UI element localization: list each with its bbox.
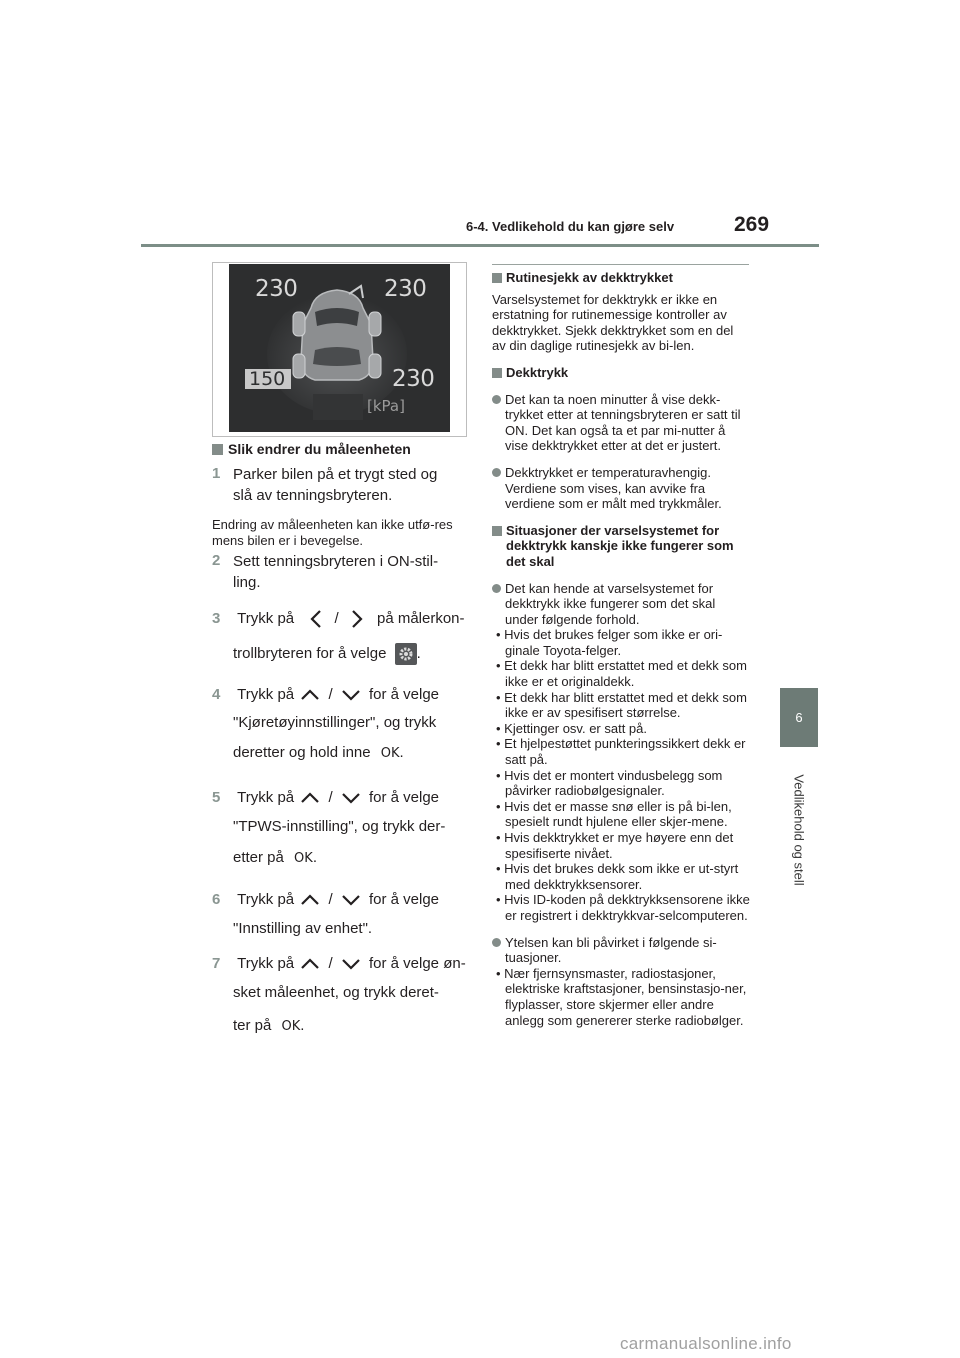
step-2-text: Sett tenningsbryteren i ON-stil-ling. xyxy=(233,553,439,591)
step-4 xyxy=(212,685,439,705)
step-4-line-3 xyxy=(233,743,404,763)
tire-pressure-display xyxy=(229,264,450,432)
list-item-text: Et dekk har blitt erstattet med et dekk som ikke er et originaldekk. xyxy=(504,658,747,690)
list-item xyxy=(492,799,750,830)
step-7-line-3 xyxy=(233,1016,304,1036)
step-3 xyxy=(212,609,465,629)
bullet-1-text: Det kan ta noen minutter å vise dekk-trykket etter at tenningsbryteren er satt til ON. Det kan også ta et par mi-nutter å vise dekktrykket etter at det er justert. xyxy=(505,391,741,454)
chapter-tab: 6 xyxy=(780,688,818,747)
step-7-end: . xyxy=(300,1017,305,1034)
list-item-text: Hvis dekktrykket er mye høyere enn det spesifiserte nivået. xyxy=(504,830,734,861)
list-item-text: Kjettinger osv. er satt på. xyxy=(504,720,648,736)
front-right-pressure: 230 xyxy=(384,276,427,302)
step-5 xyxy=(212,788,439,808)
step-4-slash: / xyxy=(328,686,333,703)
step-6-slash: / xyxy=(328,891,333,908)
step-5-line-3 xyxy=(233,848,317,868)
bullet-dot-icon xyxy=(492,468,501,477)
step-7-text-d: ter på xyxy=(233,1017,272,1034)
chevron-up-icon xyxy=(300,957,320,971)
step-7-slash: / xyxy=(328,955,333,972)
left-heading xyxy=(212,441,411,457)
list-bullet-icon: • xyxy=(496,965,505,981)
list-bullet-icon: • xyxy=(496,798,505,814)
list-bullet-icon: • xyxy=(496,627,505,643)
chevron-down-icon xyxy=(341,957,361,971)
list-item-text: Hvis det er masse snø eller is på bi-len, spesielt rundt hjulene eller skjer-mene. xyxy=(504,798,732,830)
bullet-dot-icon xyxy=(492,938,501,947)
bullet-3-text: Det kan hende at varselsystemet for dekktrykk ikke fungerer som det skal under følgende forhold. xyxy=(505,580,716,627)
pressure-unit: [kPa] xyxy=(367,397,405,415)
step-7-line-2: sket måleenhet, og trykk deret- xyxy=(233,984,439,1001)
list-item xyxy=(492,658,750,689)
step-6-text-a: Trykk på xyxy=(237,891,295,908)
step-4-text-a: Trykk på xyxy=(237,686,295,703)
chevron-left-icon xyxy=(308,609,324,629)
step-3-end: . xyxy=(416,644,421,662)
chevron-up-icon xyxy=(300,791,320,805)
list-bullet-icon: • xyxy=(496,736,505,752)
step-1-text: Parker bilen på et trygt sted og slå av tenningsbryteren. xyxy=(233,466,438,504)
heading-marker-icon xyxy=(492,273,502,283)
list-item xyxy=(492,736,750,767)
list-item xyxy=(492,892,750,923)
step-4-end: . xyxy=(399,744,404,761)
list-item xyxy=(492,721,750,737)
step-7-number: 7 xyxy=(212,955,221,972)
list-item xyxy=(492,966,750,1028)
chevron-up-icon xyxy=(300,688,320,702)
right-heading-2 xyxy=(492,365,750,381)
step-4-text-d: deretter og hold inne xyxy=(233,744,371,761)
step-5-slash: / xyxy=(328,789,333,806)
rear-left-pressure: 150 xyxy=(249,368,286,390)
chevron-right-icon xyxy=(349,609,365,629)
situations-list xyxy=(492,966,750,1028)
right-heading-3 xyxy=(492,523,750,570)
list-bullet-icon: • xyxy=(496,689,505,705)
list-item xyxy=(492,627,750,658)
step-3-text-a: Trykk på xyxy=(237,610,295,627)
right-column xyxy=(492,270,750,1028)
step-7-text-a: Trykk på xyxy=(237,955,295,972)
step-4-line-2: "Kjøretøyinnstillinger", og trykk xyxy=(233,714,437,731)
ok-button-icon: OK xyxy=(294,851,313,866)
chapter-label-text: Vedlikehold og stell xyxy=(791,774,807,886)
list-bullet-icon: • xyxy=(496,892,505,908)
step-6 xyxy=(212,890,439,910)
step-3-number: 3 xyxy=(212,610,221,627)
ok-button-icon: OK xyxy=(281,1019,301,1034)
step-3-slash: / xyxy=(334,610,339,627)
bullet-2-text: Dekktrykket er temperaturavhengig. Verdiene som vises, kan avvike fra verdiene som er målt med trykkmåler. xyxy=(505,464,722,512)
step-7-text-b: for å velge øn- xyxy=(368,955,466,972)
step-7 xyxy=(212,954,466,974)
step-2-number: 2 xyxy=(212,552,221,569)
list-bullet-icon: • xyxy=(496,830,505,845)
step-5-text-d: etter på xyxy=(233,849,284,866)
step-1-note: Endring av måleenheten kan ikke utfø-res mens bilen er i bevegelse. xyxy=(212,517,453,548)
step-6-text-b: for å velge xyxy=(368,891,440,908)
list-item-text: Hvis det brukes felger som ikke er ori-ginale Toyota-felger. xyxy=(504,627,723,658)
heading-marker-icon xyxy=(492,368,502,378)
step-3-text-b: på målerkon- xyxy=(376,610,465,627)
ok-button-icon: OK xyxy=(380,746,400,761)
left-heading-text: Slik endrer du måleenheten xyxy=(228,441,411,457)
step-5-number: 5 xyxy=(212,789,221,806)
list-item xyxy=(492,830,750,861)
right-column-rule xyxy=(492,264,749,265)
step-5-text-b: for å velge xyxy=(368,789,440,806)
list-item xyxy=(492,768,750,799)
list-item-text: Hvis det brukes dekk som ikke er ut-styrt med dekktrykksensorer. xyxy=(504,861,739,892)
chapter-label xyxy=(786,760,812,900)
step-4-text-b: for å velge xyxy=(368,686,440,703)
step-5-end: . xyxy=(312,849,317,866)
bullet-3 xyxy=(492,581,750,628)
right-heading-1 xyxy=(492,270,750,286)
step-2 xyxy=(212,551,467,593)
watermark: carmanualsonline.info xyxy=(620,1334,792,1353)
list-item-text: Nær fjernsynsmaster, radiostasjoner, elektriske kraftstasjoner, bensinstasjo-ner, flyplasser, store skjermer eller andre anlegg som genererer sterke radiobølger. xyxy=(504,965,747,1028)
chevron-down-icon xyxy=(341,893,361,907)
heading-marker-icon xyxy=(212,444,223,455)
step-3-line-2 xyxy=(233,643,421,665)
list-item xyxy=(492,861,750,892)
list-item-text: Et hjelpestøttet punkteringssikkert dekk er satt på. xyxy=(504,736,746,768)
list-bullet-icon: • xyxy=(496,658,505,674)
list-item xyxy=(492,690,750,721)
bullet-2 xyxy=(492,465,750,512)
bullet-dot-icon xyxy=(492,395,501,404)
step-1-number: 1 xyxy=(212,465,221,482)
step-5-text-a: Trykk på xyxy=(237,789,295,806)
step-5-line-2: "TPWS-innstilling", og trykk der- xyxy=(233,818,446,835)
section-title: 6-4. Vedlikehold du kan gjøre selv xyxy=(466,219,675,234)
list-item-text: Hvis ID-koden på dekktrykksensorene ikke er registrert i dekktrykkvar-selcomputeren. xyxy=(504,892,750,923)
bullet-1 xyxy=(492,392,750,454)
chevron-down-icon xyxy=(341,688,361,702)
bullet-4-text: Ytelsen kan bli påvirket i følgende si-tuasjoner. xyxy=(505,934,717,966)
step-6-number: 6 xyxy=(212,891,221,908)
list-bullet-icon: • xyxy=(496,767,505,783)
list-item-text: Et dekk har blitt erstattet med et dekk som ikke er av spesifisert størrelse. xyxy=(504,689,747,721)
unit-backdrop xyxy=(313,394,363,420)
heading-marker-icon xyxy=(492,526,502,536)
right-heading-2-text: Dekktrykk xyxy=(506,364,569,380)
chevron-down-icon xyxy=(341,791,361,805)
right-paragraph-1: Varselsystemet for dekktrykk er ikke en erstatning for rutinemessige kontroller av dekktrykket. Sjekk dekktrykket som en del av din daglige rutinesjekk av bi-len. xyxy=(492,291,734,354)
header-rule xyxy=(141,244,819,247)
right-heading-3-text: Situasjoner der varselsystemet for dekktrykk kanskje ikke fungerer som det skal xyxy=(506,522,734,569)
rear-right-pressure: 230 xyxy=(392,366,435,392)
step-1 xyxy=(212,464,467,506)
step-3-text-c: trollbryteren for å velge xyxy=(233,644,387,662)
chevron-up-icon xyxy=(300,893,320,907)
list-bullet-icon: • xyxy=(496,720,505,736)
list-item-text: Hvis det er montert vindusbelegg som påvirker radiobølgesignaler. xyxy=(504,767,723,799)
right-heading-1-text: Rutinesjekk av dekktrykket xyxy=(506,270,673,285)
list-bullet-icon: • xyxy=(496,861,505,877)
conditions-list xyxy=(492,627,750,923)
page-number: 269 xyxy=(734,213,770,236)
step-4-number: 4 xyxy=(212,686,221,703)
bullet-4 xyxy=(492,935,750,966)
step-6-line-2: "Innstilling av enhet". xyxy=(233,920,373,937)
settings-gear-icon xyxy=(395,643,417,665)
front-left-pressure: 230 xyxy=(255,276,298,302)
bullet-dot-icon xyxy=(492,584,501,593)
